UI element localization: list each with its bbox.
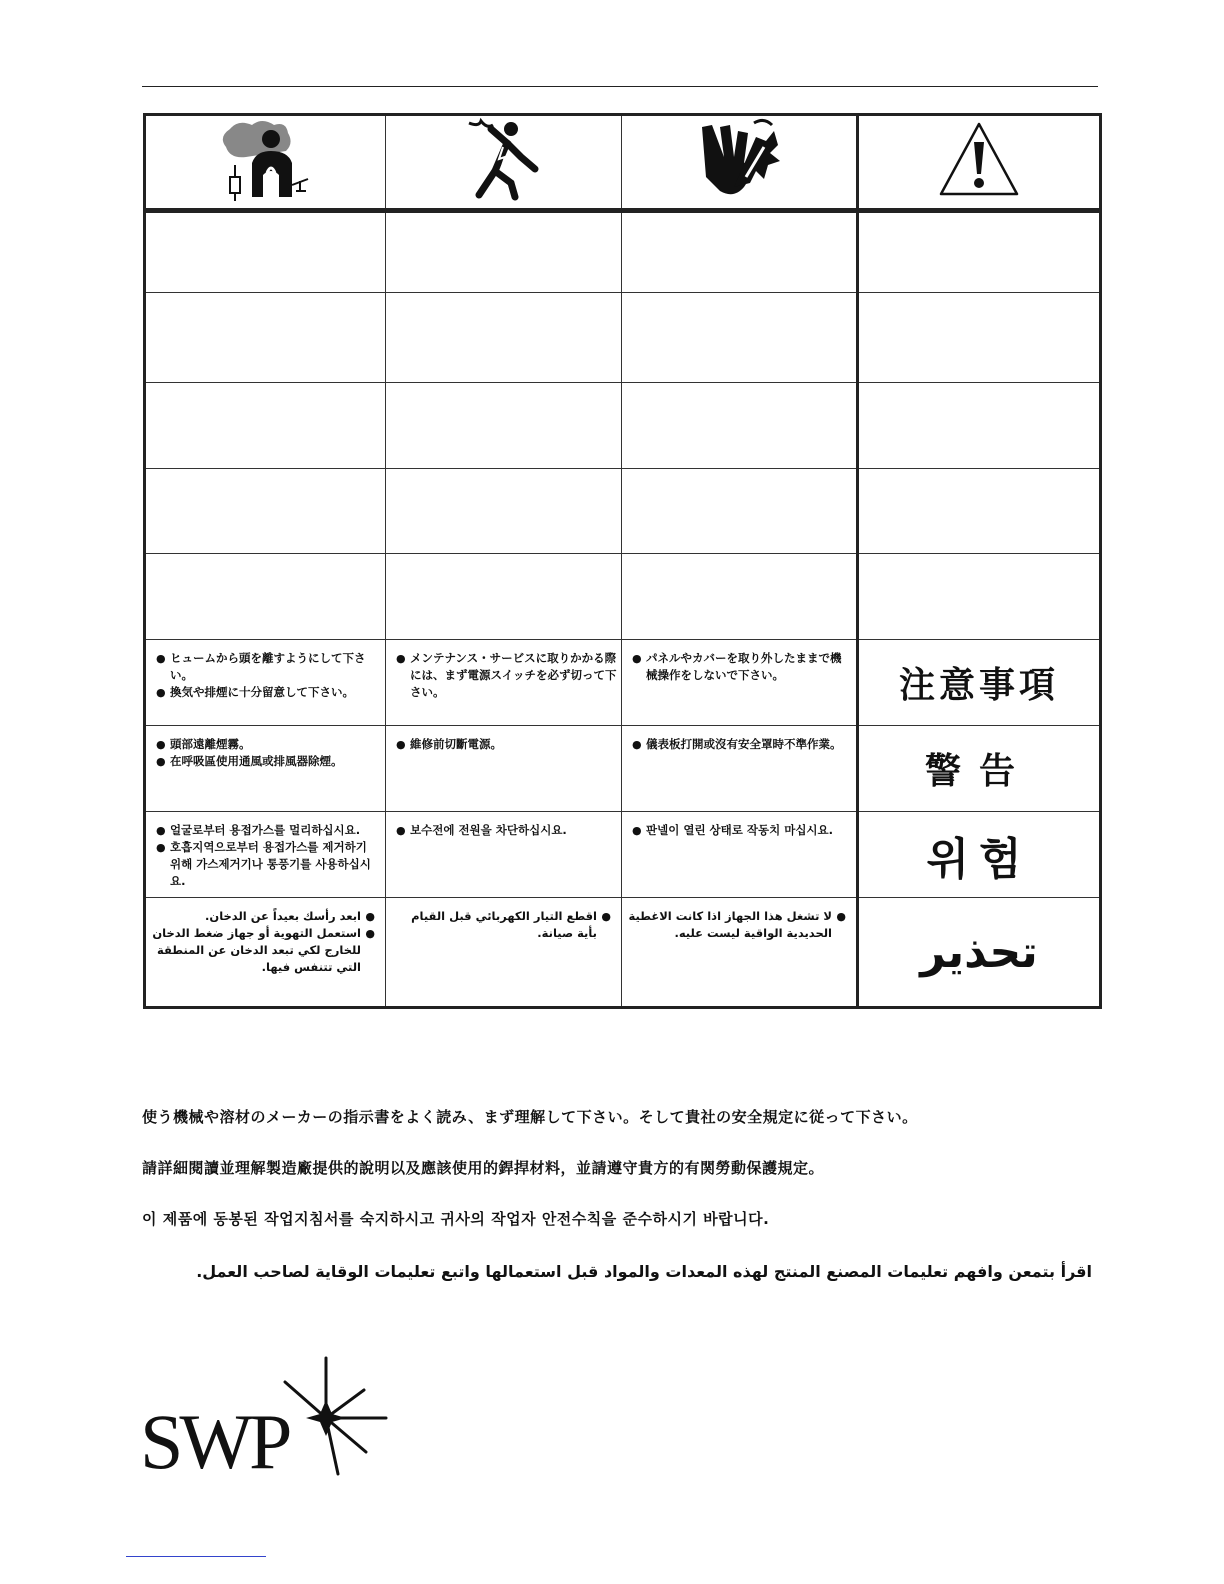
list-item: ● لا تشغل هذا الجهاز اذا كانت الاغطية الحديدية الواقية ليست عليه. <box>628 908 846 942</box>
notice-arabic: اقرأ بتمعن وافهم تعليمات المصنع المنتج لهذه المعدات والمواد قبل استعمالها واتبع تعليمات الوقاية لصاحب العمل. <box>196 1262 1092 1281</box>
list-item: ● 판넬이 열린 상태로 작동치 마십시요. <box>632 822 852 839</box>
top-rule <box>142 86 1098 87</box>
list-item: ● 호흡지역으로부터 용접가스를 제거하기 위해 가스제거기나 통풍기를 사용하십시요. <box>156 839 381 890</box>
list-item: ● استعمل التهوية أو جهاز ضغط الدخان للخارج لكي تبعد الدخان عن المنطقة التي تتنفس فيها. <box>152 925 375 976</box>
swp-logo <box>140 1356 390 1485</box>
cell-ar-fumes <box>146 898 385 976</box>
list-item: ● ابعد رأسك بعيداً عن الدخان. <box>152 908 375 925</box>
cell-zh-shock <box>386 726 621 753</box>
cell-ko-moving <box>622 812 856 839</box>
notice-japanese: 使う機械や溶材のメーカーの指示書をよく読み、まず理解して下さい。そして貴社の安全規定に従って下さい。 <box>142 1108 918 1126</box>
list-item: ● パネルやカバーを取り外したままで機械操作をしないで下さい。 <box>632 650 852 684</box>
cell-ja-shock <box>386 640 621 701</box>
cell-ar-moving <box>622 898 856 942</box>
list-item: ● メンテナンス・サービスに取りかかる際には、まず電源スイッチを必ず切って下さい。 <box>396 650 617 701</box>
notice-chinese: 請詳細閱讀並理解製造廠提供的說明以及應該使用的銲捍材料，並請遵守貴方的有関勞動保護規定。 <box>142 1159 825 1177</box>
list-item: ● 頭部遠離煙霧。 <box>156 736 381 753</box>
blank-row <box>145 383 1101 469</box>
list-item: ● ヒュームから頭を離すようにして下さい。 <box>156 650 381 684</box>
moving-parts-icon-cell <box>622 115 858 211</box>
cell-zh-fumes <box>146 726 385 770</box>
electric-shock-icon <box>459 117 549 203</box>
blank-row <box>145 211 1101 293</box>
blank-row <box>145 469 1101 554</box>
fumes-hazard-icon <box>216 117 316 203</box>
icon-row <box>145 115 1101 211</box>
row-arabic <box>145 898 1101 1008</box>
list-item: ● 얼굴로부터 용접가스를 멀리하십시요. <box>156 822 381 839</box>
row-japanese <box>145 640 1101 726</box>
cell-ja-fumes <box>146 640 385 701</box>
cell-ko-fumes <box>146 812 385 890</box>
blank-row <box>145 293 1101 383</box>
row-korean <box>145 812 1101 898</box>
cell-zh-moving <box>622 726 856 753</box>
fumes-icon-cell <box>145 115 386 211</box>
cell-ar-shock <box>386 898 621 942</box>
list-item: ● 儀表板打開或沒有安全罩時不準作業。 <box>632 736 852 753</box>
moving-parts-hazard-icon <box>694 117 784 203</box>
warning-icon-cell <box>858 115 1101 211</box>
shock-icon-cell <box>386 115 622 211</box>
title-japanese: 注意事項 <box>898 665 1059 706</box>
notice-korean: 이 제품에 동봉된 작업지침서를 숙지하시고 귀사의 작업자 안전수칙을 준수하시기 바랍니다. <box>142 1210 770 1228</box>
list-item: ● 換気や排煙に十分留意して下さい。 <box>156 684 381 701</box>
cell-ja-moving <box>622 640 856 684</box>
title-arabic: تحذير <box>920 926 1038 978</box>
logo-text: SWP <box>140 1398 289 1485</box>
row-chinese <box>145 726 1101 812</box>
list-item: ● 보수전에 전원을 차단하십시요. <box>396 822 617 839</box>
title-korean: 위험 <box>926 833 1032 885</box>
warning-table <box>143 113 1102 1009</box>
list-item: ● 在呼吸區使用通風或排風器除煙。 <box>156 753 381 770</box>
warning-triangle-icon <box>937 120 1021 200</box>
blank-row <box>145 554 1101 640</box>
cell-ko-shock <box>386 812 621 839</box>
bottom-line <box>126 1556 266 1557</box>
list-item: ● 維修前切斷電源。 <box>396 736 617 753</box>
title-chinese: 警告 <box>924 751 1033 792</box>
list-item: ● اقطع التيار الكهربائي قبل القيام بأية صيانة. <box>392 908 611 942</box>
